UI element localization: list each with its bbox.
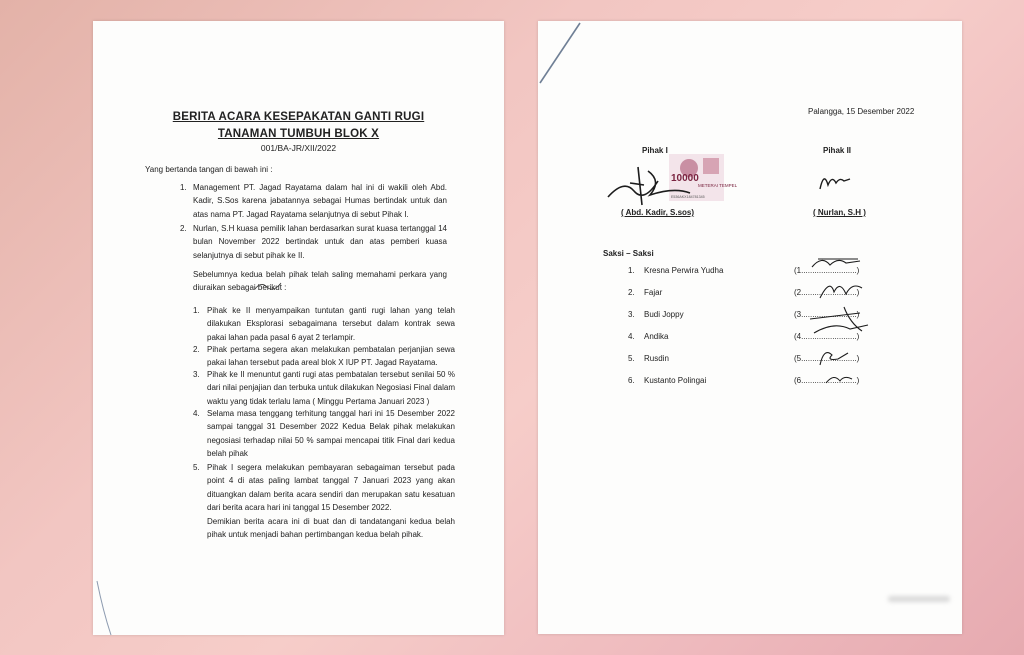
page-crease-icon [93,581,117,635]
point-text: Pihak I segera melakukan pembayaran sebagaiman tersebut pada point 4 di atas paling lambat tanggal 7 Januari 2023 yang akan dituangkan dalam berita acara sendiri dan merupakan satu kesatuan dari berita acara hari ini tanggal 15 Desember 2022. [207,463,455,513]
point-number: 3. [193,370,200,379]
signature-party2-icon [814,167,854,197]
party-text: Management PT. Jagad Rayatama dalam hal ini di wakili oleh Abd. Kadir, S.Sos karena jabatannya sebagai Humas bertindak untuk dan atas nama PT. Jagad Rayatama selanjutnya di sebut Pihak I. [193,183,447,219]
document-number: 001/BA-JR/XII/2022 [260,143,337,153]
point-number: 4. [193,409,200,418]
witness-name: Budi Joppy [644,310,684,319]
party-number: 1. [180,183,187,192]
closing-text: Demikian berita acara ini di buat dan di tandatangani kedua belah pihak untuk menjadi bahan pertimbangan kedua belah pihak. [207,517,455,540]
stamp-text: METERAI TEMPEL [698,183,738,188]
preamble-text: Sebelumnya kedua belah pihak telah saling memahami perkara yang diuraikan sebagai berikut : [193,270,447,293]
point-number: 1. [193,306,200,315]
witness-name: Kresna Perwira Yudha [644,266,724,275]
witness-number: 1. [628,266,635,275]
witness-number: 5. [628,354,635,363]
party-number: 2. [180,224,187,233]
stamp-value: 10000 [671,173,699,184]
point-number: 2. [193,345,200,354]
document-title-line1: BERITA ACARA KESEPAKATAN GANTI RUGI [172,111,425,123]
point-text: Pihak ke II menyampaikan tuntutan ganti rugi lahan yang telah dilakukan Eksplorasi sebagaimana tersebut dalam kontrak sewa pakai lahan pada pasal 6 ayat 2 terlampir. [207,306,455,342]
witness-signature-icon [804,303,874,341]
signature-party1-icon [604,161,699,209]
witness-name: Andika [644,332,669,341]
document-page-left [93,21,504,635]
intro-text: Yang bertanda tangan di bawah ini : [145,165,273,174]
place-date: Palangga, 15 Desember 2022 [808,107,915,116]
witness-signature-line: (2.........................) [794,288,860,297]
party1-label: Pihak I [642,146,668,155]
point-text: Pihak pertama segera akan melakukan pembatalan perjanjian sewa pakai lahan tersebut pada areal blok X IUP PT. Jagad Rayatama. [207,345,455,368]
party2-label: Pihak II [823,146,852,155]
point-text: Selama masa tenggang terhitung tanggal hari ini 15 Desember 2022 sampai tanggal 31 Desember 2022 Kedua Belak pihak melakukan negosiasi terhadap nilai 50 % sampai mencapai titik Final dari kedua belah pihak [207,409,455,459]
witness-number: 3. [628,310,635,319]
document-page-right [538,21,962,634]
witness-signature-icon [814,343,854,369]
point-number: 5. [193,463,200,472]
point-text: Pihak ke II menuntut ganti rugi atas pembatalan tersebut senilai 50 % dari nilai penjajian dan terbuka untuk dilakukan Negosiasi Final dalam waktu yang tidak terlalu lama ( Minggu Pertama Januari 2023 ) [207,370,455,406]
witness-number: 2. [628,288,635,297]
witness-name: Rusdin [644,354,669,363]
witness-signature-line: (4.........................) [794,332,860,341]
pen-mark-icon [253,279,283,293]
stamp-serial: E536AKX184781345 [671,195,705,199]
witness-signature-line: (1.........................) [794,266,860,275]
witness-signature-line: (5.........................) [794,354,860,363]
page-crease-icon [538,21,582,87]
witness-number: 4. [628,332,635,341]
party-text: Nurlan, S.H kuasa pemilik lahan berdasarkan surat kuasa tertanggal 14 bulan November 2022 bertindak untuk dan atas pemberi kuasa selanjutnya di sebut pihak ke II. [193,224,447,260]
witness-signature-line: (6.........................) [794,376,860,385]
witness-name: Fajar [644,288,663,297]
witness-name: Kustanto Polingai [644,376,707,385]
blurred-mark [888,596,950,602]
document-title-line2: TANAMAN TUMBUH BLOK X [217,128,380,140]
party2-name: ( Nurlan, S.H ) [813,208,866,217]
witness-signature-icon [816,276,866,302]
witness-number: 6. [628,376,635,385]
witness-signature-icon [808,253,868,273]
party1-name: ( Abd. Kadir, S.sos) [621,208,695,217]
witness-heading: Saksi – Saksi [603,249,654,258]
witness-signature-line: (3.........................) [794,310,860,319]
witness-signature-icon [822,367,858,389]
